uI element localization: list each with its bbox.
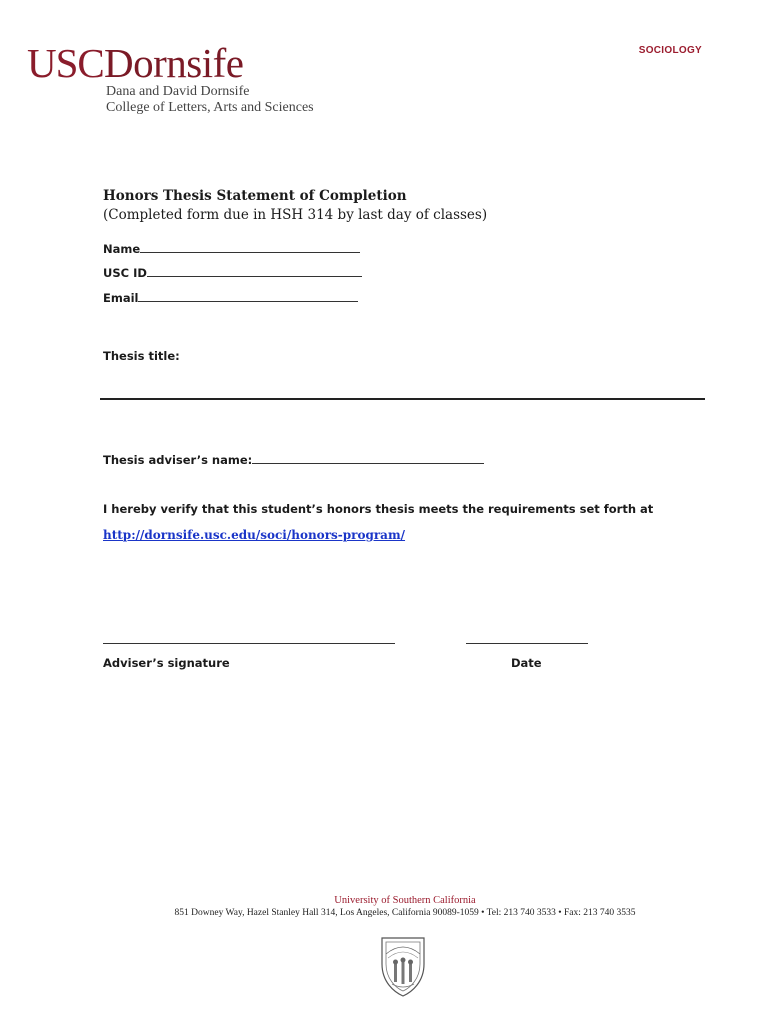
dornsife-logo: Dornsife <box>104 40 244 86</box>
form-title: Honors Thesis Statement of Completion <box>103 188 407 204</box>
usc-seal-icon <box>378 934 428 1002</box>
thesis-title-line[interactable] <box>100 398 705 400</box>
email-blank[interactable] <box>138 290 358 302</box>
name-field[interactable] <box>103 241 360 257</box>
verification-statement: I hereby verify that this student’s honors thesis meets the requirements set forth at <box>103 502 654 516</box>
adviser-name-label: Thesis adviser’s name: <box>103 453 253 467</box>
signature-line[interactable] <box>103 643 395 644</box>
usc-id-blank[interactable] <box>147 265 362 277</box>
date-label: Date <box>511 656 542 670</box>
usc-id-field[interactable] <box>103 265 362 281</box>
logo-subtitle-1: Dana and David Dornsife <box>106 84 250 99</box>
thesis-title-label: Thesis title: <box>103 349 180 363</box>
logo-subtitle-2: College of Letters, Arts and Sciences <box>106 100 314 115</box>
date-line[interactable] <box>466 643 588 644</box>
department-label: SOCIOLOGY <box>638 45 702 56</box>
adviser-name-field[interactable] <box>103 452 484 468</box>
email-field[interactable] <box>103 290 358 306</box>
signature-label: Adviser’s signature <box>103 656 230 670</box>
adviser-name-blank[interactable] <box>252 452 484 464</box>
name-blank[interactable] <box>140 241 360 253</box>
form-subtitle: (Completed form due in HSH 314 by last day of classes) <box>103 207 488 223</box>
footer-university: University of Southern California <box>334 895 476 906</box>
honors-program-link[interactable]: http://dornsife.usc.edu/soci/honors-program/ <box>103 528 406 542</box>
usc-id-label: USC ID <box>103 266 147 280</box>
name-label: Name <box>103 242 141 256</box>
email-label: Email <box>103 291 139 305</box>
usc-logo: USC <box>27 40 104 86</box>
footer-address: 851 Downey Way, Hazel Stanley Hall 314, Los Angeles, California 90089-1059 • Tel: 213 740 3533 • Fax: 213 740 3535 <box>174 908 636 918</box>
